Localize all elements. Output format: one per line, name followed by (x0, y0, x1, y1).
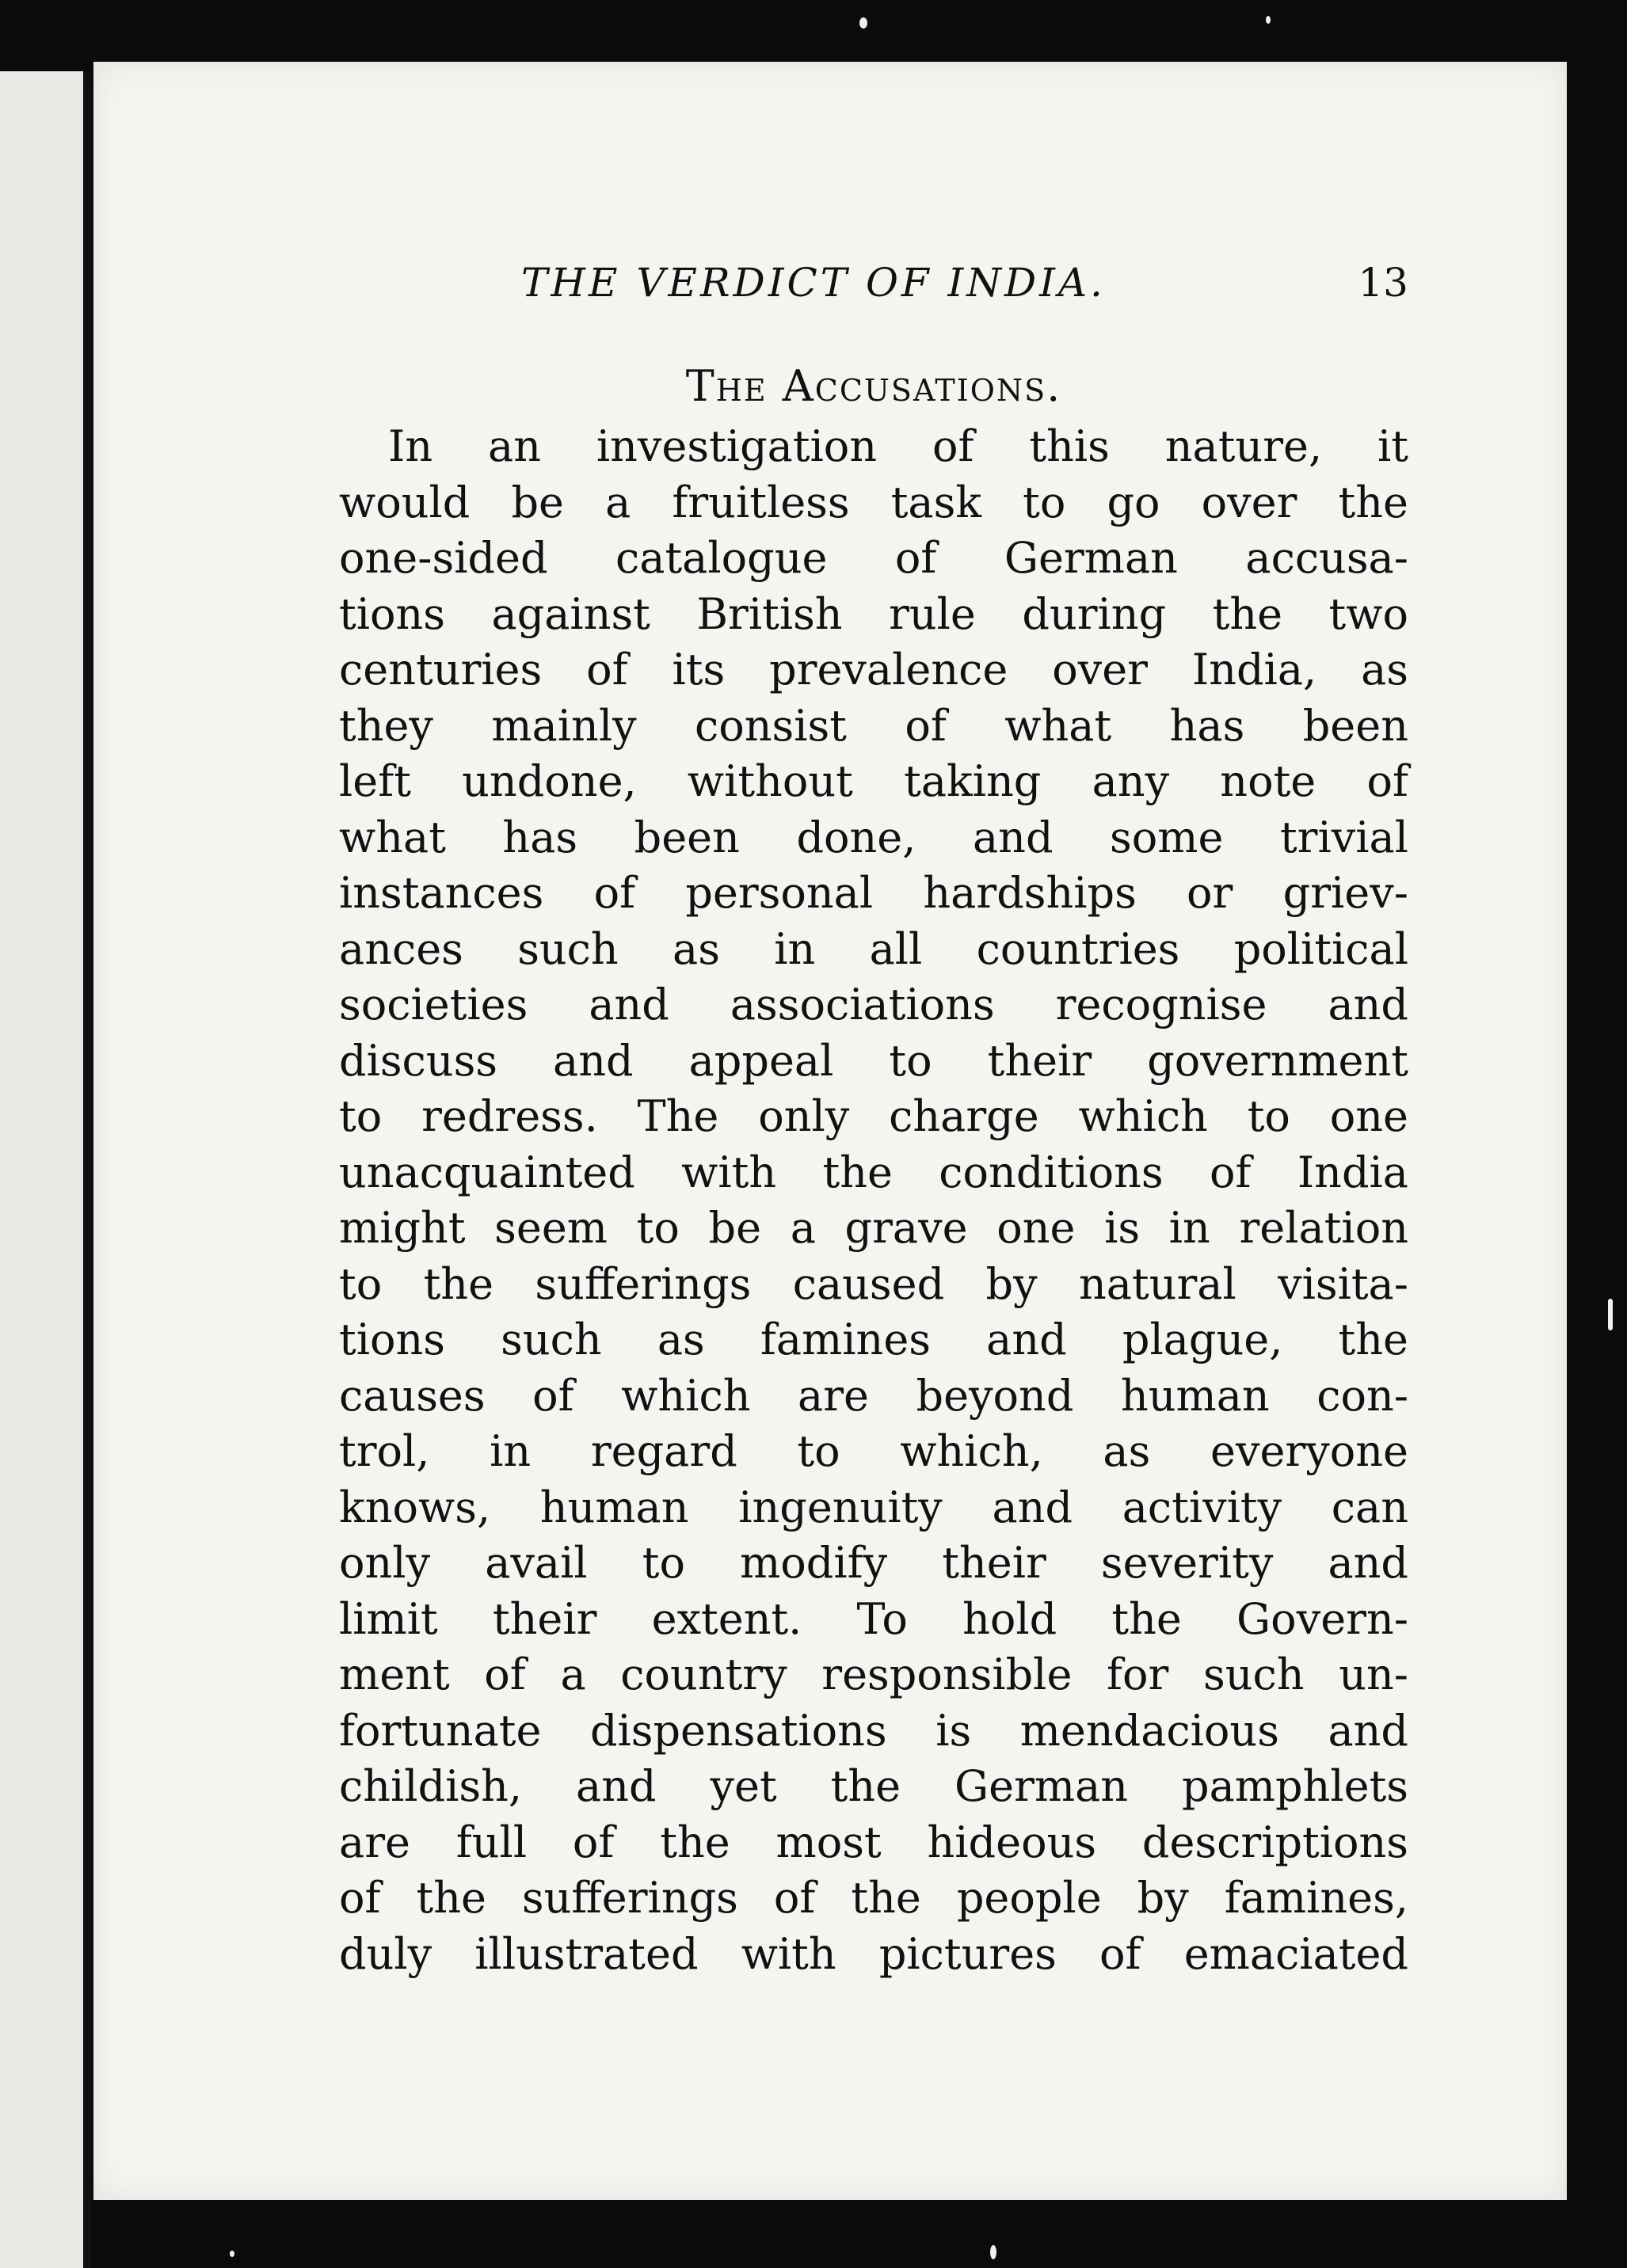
text-line: tions such as famines and plague, the (339, 1315, 1408, 1364)
scan-speck (1266, 16, 1271, 24)
text-line: discuss and appeal to their government (339, 1035, 1408, 1086)
scan-speck (990, 2245, 996, 2259)
previous-page-edge (0, 71, 91, 2268)
text-line: societies and associations recognise and (339, 980, 1408, 1029)
text-line: one-sided catalogue of German accusa- (339, 533, 1408, 583)
text-line: childish, and yet the German pamphlets (339, 1761, 1408, 1811)
text-line: trol, in regard to which, as everyone (339, 1426, 1408, 1476)
text-line: In an investigation of this nature, it (388, 421, 1408, 471)
text-line: fortunate dispensations is mendacious and (339, 1705, 1408, 1756)
text-line: to the sufferings caused by natural visita- (339, 1258, 1408, 1309)
text-line: ances such as in all countries political (339, 923, 1408, 974)
text-line: duly illustrated with pictures of emaciated (339, 1928, 1408, 1979)
page-content (339, 260, 1408, 1982)
book-page (93, 62, 1567, 2200)
text-line: tions against British rule during the two (339, 588, 1408, 639)
running-head (339, 260, 1408, 331)
running-head-title: THE VERDICT OF INDIA. (521, 260, 1106, 306)
text-line: causes of which are beyond human con- (339, 1370, 1408, 1421)
text-line: might seem to be a grave one is in relation (339, 1203, 1408, 1253)
scan-speck (859, 17, 867, 29)
text-line: they mainly consist of what has been (339, 700, 1408, 751)
page-number: 13 (1358, 260, 1408, 306)
scan-speck (1608, 1299, 1613, 1330)
text-line: are full of the most hideous descriptions (339, 1817, 1408, 1867)
text-line: instances of personal hardships or griev- (339, 868, 1408, 918)
text-line: knows, human ingenuity and activity can (339, 1482, 1408, 1532)
section-title: The Accusations. (685, 361, 1062, 411)
text-line: limit their extent. To hold the Govern- (339, 1593, 1408, 1644)
text-line: what has been done, and some trivial (339, 812, 1408, 862)
text-line: left undone, without taking any note of (339, 756, 1408, 806)
text-line: unacquainted with the conditions of India (339, 1147, 1408, 1197)
text-line: centuries of its prevalence over India, as (339, 645, 1408, 694)
text-line: to redress. The only charge which to one (339, 1091, 1408, 1141)
body-paragraph (339, 419, 1408, 1982)
text-line: would be a fruitless task to go over the (339, 477, 1408, 527)
text-line: only avail to modify their severity and (339, 1538, 1408, 1588)
text-line: of the sufferings of the people by famines, (339, 1873, 1408, 1923)
text-line: ment of a country responsible for such un- (339, 1650, 1408, 1699)
scan-speck (230, 2251, 234, 2257)
